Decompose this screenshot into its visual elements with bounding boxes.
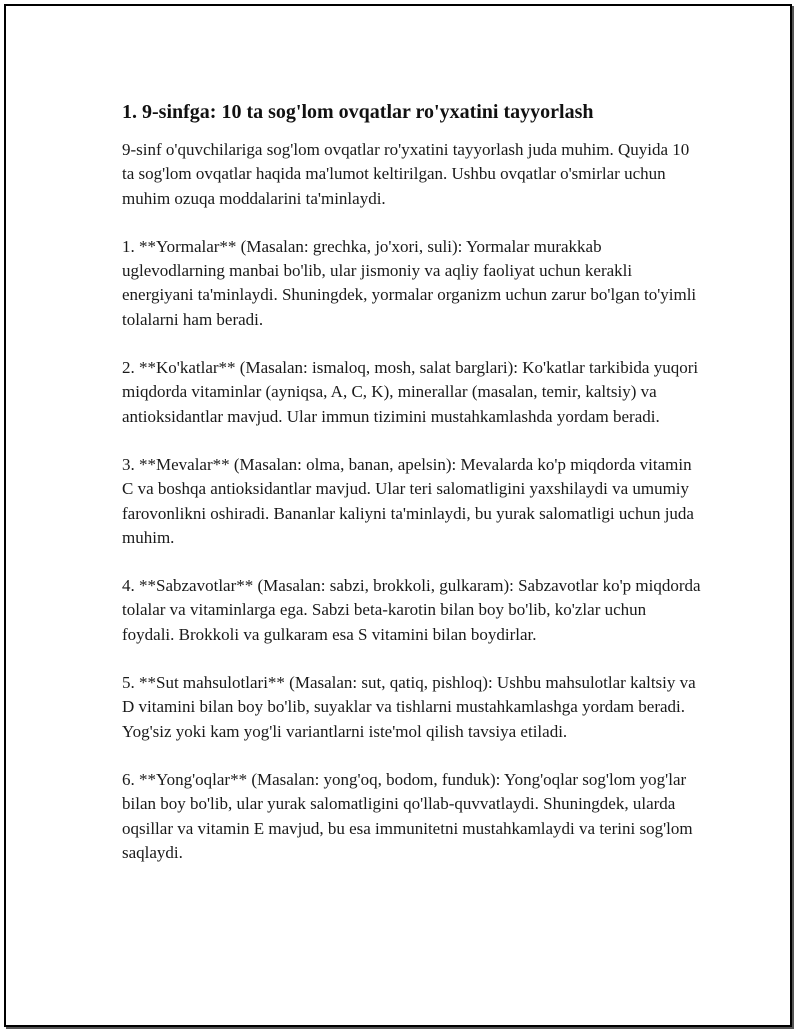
list-item: 3. **Mevalar** (Masalan: olma, banan, apelsin): Mevalarda ko'p miqdorda vitamin C va boshqa antioksidantlar mavjud. Ular teri salomatligini yaxshilaydi va umumiy farovonlikni oshiradi. Bananlar kaliyni ta'minlaydi, bu yurak salomatligi uchun juda muhim. — [122, 454, 694, 547]
list-item: 6. **Yong'oqlar** (Masalan: yong'oq, bodom, funduk): Yong'oqlar sog'lom yog'lar bilan boy bo'lib, ular yurak salomatligini qo'llab-quvvatlaydi. Shuningdek, ularda oqsillar va vitamin E mavjud, bu esa immunitetni mustahkamlaydi va terini sog'lom saqlaydi. — [122, 769, 693, 862]
list-item: 5. **Sut mahsulotlari** (Masalan: sut, qatiq, pishloq): Ushbu mahsulotlar kaltsiy va D vitamini bilan boy bo'lib, suyaklar va tishlarni mustahkamlashga yordam beradi. Yog'siz yoki kam yog'li variantlarni iste'mol qilish tavsiya etiladi. — [122, 673, 696, 741]
intro-paragraph: 9-sinf o'quvchilariga sog'lom ovqatlar ro'yxatini tayyorlash juda muhim. Quyida 10 ta sog'lom ovqatlar haqida ma'lumot keltirilgan. Ushbu ovqatlar o'smirlar uchun muhim ozuqa moddalarini ta'minlaydi. — [122, 140, 690, 208]
document-title: 1. 9-sinfga: 10 ta sog'lom ovqatlar ro'yxatini tayyorlash — [122, 101, 594, 123]
list-item: 4. **Sabzavotlar** (Masalan: sabzi, brokkoli, gulkaram): Sabzavotlar ko'p miqdorda tolalar va vitaminlarga ega. Sabzi beta-karotin bilan boy bo'lib, ko'zlar uchun foydali. Brokkoli va gulkaram esa S vitamini bilan boydirlar. — [122, 576, 701, 644]
list-item: 1. **Yormalar** (Masalan: grechka, jo'xori, suli): Yormalar murakkab uglevodlarning manbai bo'lib, ular jismoniy va aqliy faoliyat uchun kerakli energiyani ta'minlaydi. Shuningdek, yormalar organizm uchun zarur bo'lgan to'yimli tolalarni ham beradi. — [122, 236, 697, 329]
document-body — [122, 98, 702, 889]
list-item: 2. **Ko'katlar** (Masalan: ismaloq, mosh, salat barglari): Ko'katlar tarkibida yuqori miqdorda vitaminlar (ayniqsa, A, C, K), minerallar (masalan, temir, kaltsiy) va antioksidantlar mavjud. Ular immun tizimini mustahkamlashda yordam beradi. — [122, 358, 699, 426]
document-page — [4, 4, 792, 1027]
